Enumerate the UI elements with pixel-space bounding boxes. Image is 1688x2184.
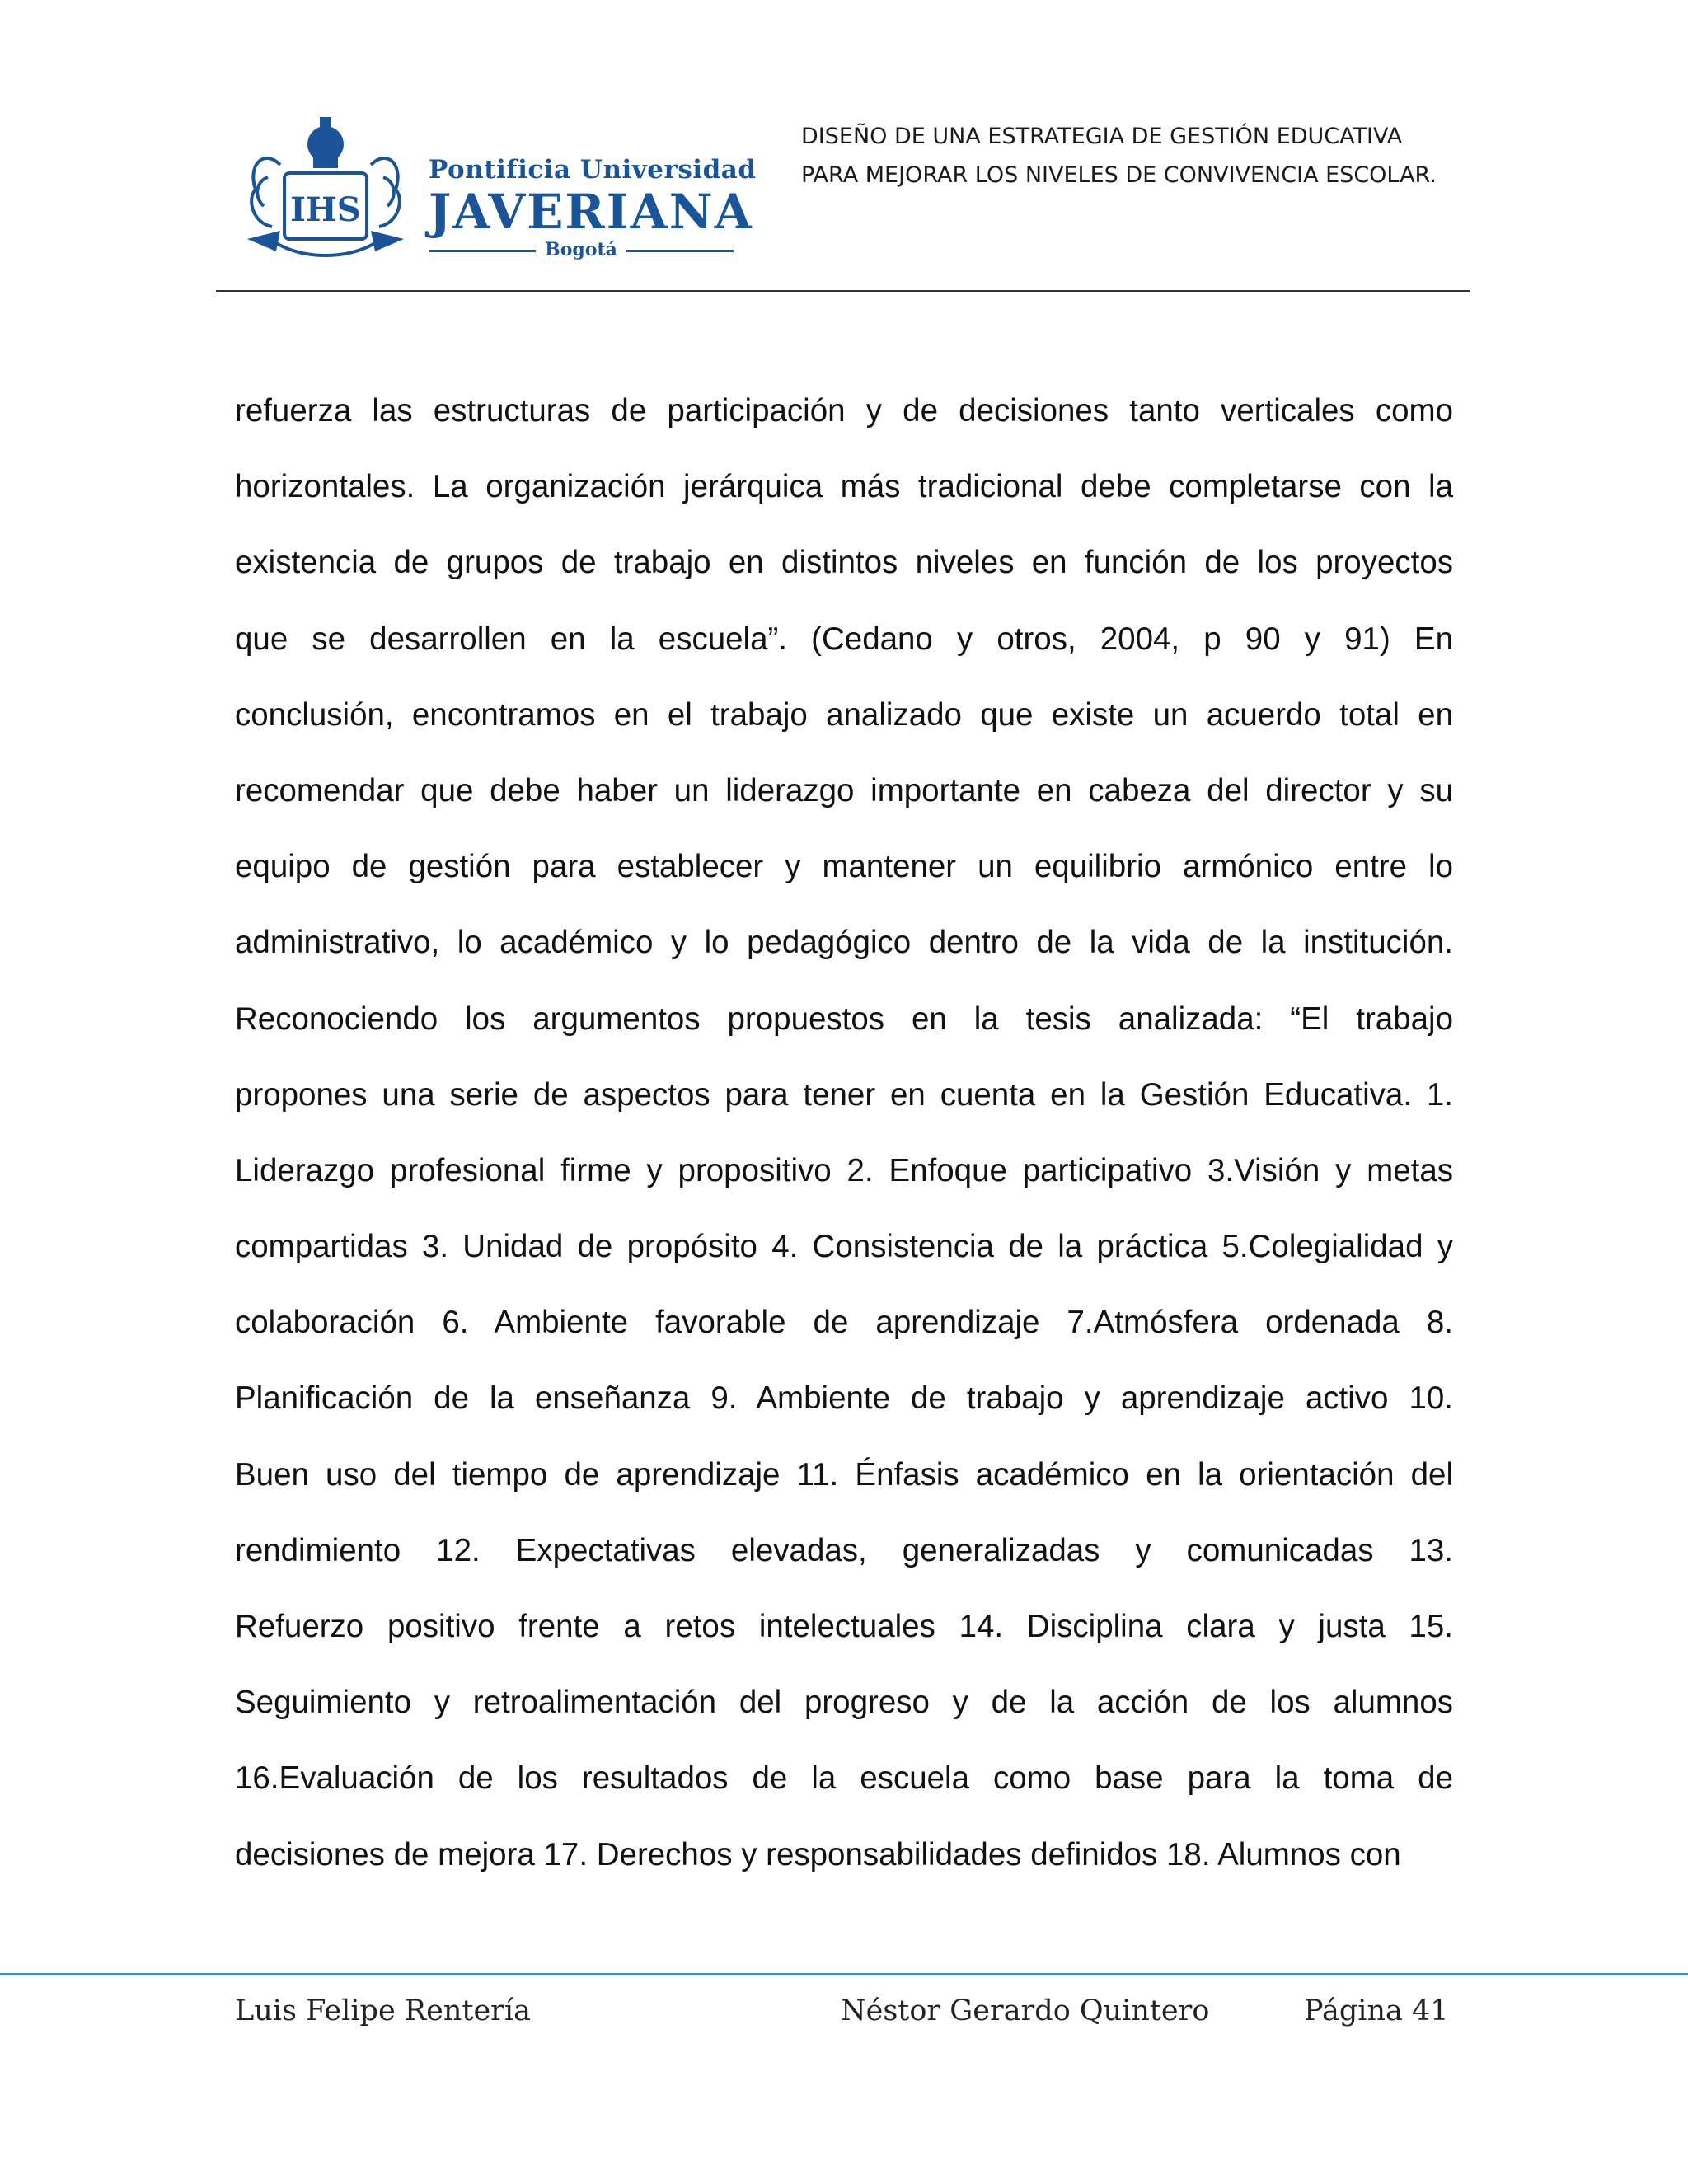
body-line: Planificación de la enseñanza 9. Ambiente de trabajo y aprendizaje activo 10.: [235, 1380, 1453, 1417]
document-title-line-1: DISEÑO DE UNA ESTRATEGIA DE GESTIÓN EDUCATIVA: [801, 124, 1403, 149]
footer-page-number: Página 41: [1304, 1994, 1449, 2027]
header-divider: [216, 290, 1470, 292]
body-line: decisiones de mejora 17. Derechos y responsabilidades definidos 18. Alumnos con: [235, 1836, 1401, 1872]
body-line: Reconociendo los argumentos propuestos en la tesis analizada: “El trabajo: [235, 1001, 1453, 1037]
body-line: propones una serie de aspectos para tener en cuenta en la Gestión Educativa. 1.: [235, 1076, 1453, 1113]
logo-wordmark: [429, 155, 757, 262]
body-line: compartidas 3. Unidad de propósito 4. Consistencia de la práctica 5.Colegialidad y: [235, 1229, 1453, 1265]
page-header: [0, 0, 1688, 297]
university-crest-icon: [231, 115, 420, 264]
page-footer: [0, 1994, 1688, 2044]
body-line: Seguimiento y retroalimentación del progreso y de la acción de los alumnos: [235, 1685, 1453, 1721]
body-line: Refuerzo positivo frente a retos intelectuales 14. Disciplina clara y justa 15.: [235, 1609, 1453, 1644]
body-line: Buen uso del tiempo de aprendizaje 11. Énfasis académico en la orientación del: [235, 1456, 1453, 1493]
body-line: recomendar que debe haber un liderazgo importante en cabeza del director y su: [235, 772, 1453, 808]
body-line: Liderazgo profesional firme y propositivo 2. Enfoque participativo 3.Visión y metas: [235, 1152, 1453, 1188]
footer-divider: [0, 1973, 1688, 1975]
footer-author-2: Néstor Gerardo Quintero: [841, 1994, 1210, 2027]
logo-line-pontificia: Pontificia Universidad: [429, 155, 757, 185]
footer-author-1: Luis Felipe Rentería: [235, 1994, 531, 2027]
body-line: conclusión, encontramos en el trabajo analizado que existe un acuerdo total en: [235, 696, 1453, 733]
body-line: que se desarrollen en la escuela”. (Cedano y otros, 2004, p 90 y 91) En: [235, 621, 1453, 657]
body-line: administrativo, lo académico y lo pedagógico dentro de la vida de la institución.: [235, 925, 1453, 961]
body-line: 16.Evaluación de los resultados de la escuela como base para la toma de: [235, 1760, 1453, 1797]
body-line: existencia de grupos de trabajo en distintos niveles en función de los proyectos: [235, 545, 1453, 581]
body-line: equipo de gestión para establecer y mantener un equilibrio armónico entre lo: [235, 849, 1453, 885]
logo-rule-right: [626, 250, 734, 252]
document-title: [801, 117, 1461, 194]
crest-seal-text: IHS: [290, 190, 361, 229]
document-title-line-2: PARA MEJORAR LOS NIVELES DE CONVIVENCIA ESCOLAR.: [801, 162, 1437, 188]
body-line: refuerza las estructuras de participación y de decisiones tanto verticales como: [235, 393, 1453, 429]
body-line: rendimiento 12. Expectativas elevadas, generalizadas y comunicadas 13.: [235, 1532, 1453, 1568]
body-line: horizontales. La organización jerárquica más tradicional debe completarse con la: [235, 469, 1453, 505]
logo-city: Bogotá: [545, 239, 617, 260]
university-logo: [231, 115, 757, 264]
logo-line-javeriana: JAVERIANA: [429, 184, 753, 240]
body-line: colaboración 6. Ambiente favorable de aprendizaje 7.Atmósfera ordenada 8.: [235, 1305, 1453, 1341]
body-paragraph: [235, 382, 1453, 1902]
logo-line-city: [429, 239, 742, 262]
